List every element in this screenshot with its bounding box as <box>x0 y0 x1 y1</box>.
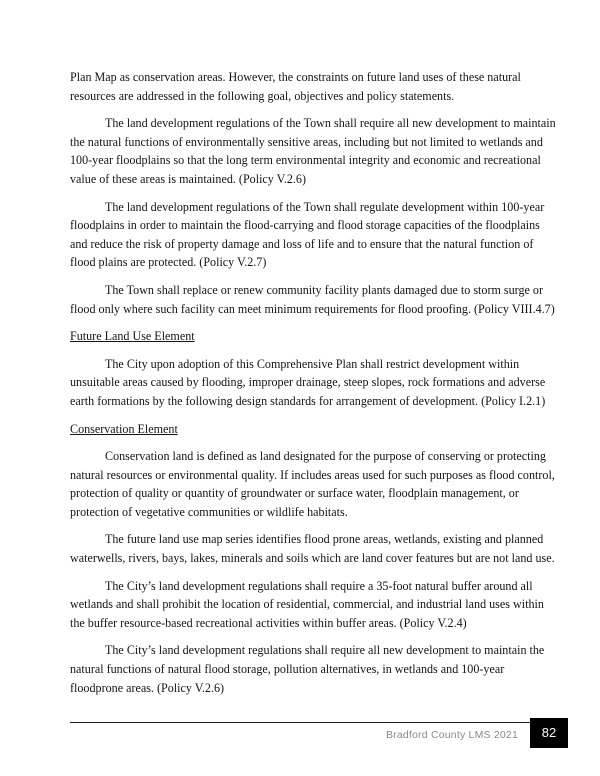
paragraph-town-facility-plants: The Town shall replace or renew community facility plants damaged due to storm surge or flood only where such facility can meet minimum requirements for flood proofing. (Policy VIII.4.7) <box>70 282 555 316</box>
paragraph-future-land-use-map: The future land use map series identifies flood prone areas, wetlands, existing and planned waterwells, rivers, bays, lakes, minerals and soils which are land cover features but are not land use. <box>70 532 555 566</box>
footer-document-title: Bradford County LMS 2021 <box>385 729 518 741</box>
paragraph-city-natural-flood-storage: The City’s land development regulations shall require all new development to maintain the natural functions of natural flood storage, pollution alternatives, in wetlands and 100-year floodprone areas. (Policy V.2.6) <box>70 643 545 695</box>
footer-divider <box>70 722 530 723</box>
paragraph-conservation-land-definition: Conservation land is defined as land designated for the purpose of conserving or protecting natural resources or environmental quality. If includes areas used for such purposes as flood control, protection of quality or quantity of groundwater or surface water, floodplain management, or protection of vegetative communities or wildlife habitats. <box>70 449 555 519</box>
page-body <box>70 68 556 706</box>
paragraph-plan-map-continuation: Plan Map as conservation areas. However, the constraints on future land uses of these natural resources are addressed in the following goal, objectives and policy statements. <box>70 70 521 103</box>
paragraph-city-wetland-buffer: The City’s land development regulations shall require a 35-foot natural buffer around all wetlands and shall prohibit the location of residential, commercial, and industrial land uses within the buffer resource-based recreational activities within buffer areas. (Policy V.2.4) <box>70 578 544 630</box>
paragraph-town-ldr-floodplains: The land development regulations of the Town shall regulate development within 100-year floodplains in order to maintain the flood-carrying and flood storage capacities of the floodplains and reduce the risk of property damage and loss of life and to ensure that the natural function of flood plains are protected. (Policy V.2.7) <box>70 199 545 270</box>
paragraph-city-restrict-development: The City upon adoption of this Comprehensive Plan shall restrict development within unsuitable areas caused by flooding, improper drainage, steep slopes, rock formations and adverse earth formations by the following design standards for arrangement of development. (Policy I.2.1) <box>70 356 546 408</box>
paragraph-town-ldr-natural-functions: The land development regulations of the Town shall require all new development to maintain the natural functions of environmentally sensitive areas, including but not limited to wetlands and 100-year floodplains so that the long term environmental integrity and economic and recreational value of these areas is maintained. (Policy V.2.6) <box>70 116 556 186</box>
heading-conservation-element: Conservation Element <box>70 421 178 436</box>
heading-future-land-use-element: Future Land Use Element <box>70 329 195 344</box>
page-number-badge: 82 <box>530 718 568 748</box>
